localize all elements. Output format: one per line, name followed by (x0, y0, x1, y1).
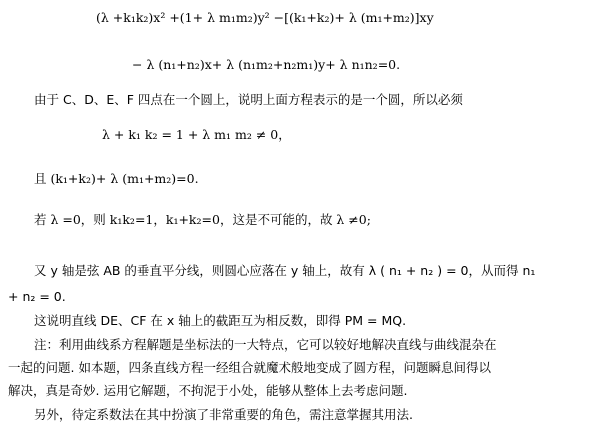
paragraph-y-axis-cont: + n₂ = 0. (8, 289, 66, 304)
note-line-2: 一起的问题. 如本题，四条直线方程一经组合就魔术般地变成了圆方程，问题瞬息间得以 (8, 360, 491, 375)
equation-line-1: (λ +k₁k₂)x² +(1+ λ m₁m₂)y² −[(k₁+k₂)+ λ (m₁+m₂)]xy (96, 10, 434, 25)
equation-line-2: − λ (n₁+n₂)x+ λ (n₁m₂+n₂m₁)y+ λ n₁n₂=0. (132, 57, 401, 72)
equation-line-3: λ + k₁ k₂ = 1 + λ m₁ m₂ ≠ 0， (102, 127, 291, 142)
paragraph-lambda-nonzero: 若 λ =0，则 k₁k₂=1，k₁+k₂=0，这是不可能的，故 λ ≠0; (34, 212, 371, 227)
note-line-4: 另外，待定系数法在其中扮演了非常重要的角色，需注意掌握其用法. (34, 407, 413, 422)
note-line-1: 注：利用曲线系方程解题是坐标法的一大特点，它可以较好地解决直线与曲线混杂在 (34, 337, 497, 352)
paragraph-conclusion: 这说明直线 DE、CF 在 x 轴上的截距互为相反数，即得 PM = MQ. (34, 313, 407, 328)
paragraph-circle-condition: 由于 C、D、E、F 四点在一个圆上，说明上面方程表示的是一个圆，所以必须 (34, 92, 463, 107)
equation-line-4: 且 (k₁+k₂)+ λ (m₁+m₂)=0. (34, 171, 199, 186)
note-line-3: 解决，真是奇妙. 运用它解题，不拘泥于小处，能够从整体上去考虑问题. (8, 383, 408, 398)
paragraph-y-axis: 又 y 轴是弦 AB 的垂直平分线，则圆心应落在 y 轴上，故有 λ ( n₁ + n₂ ) = 0，从而得 n₁ (34, 263, 536, 278)
